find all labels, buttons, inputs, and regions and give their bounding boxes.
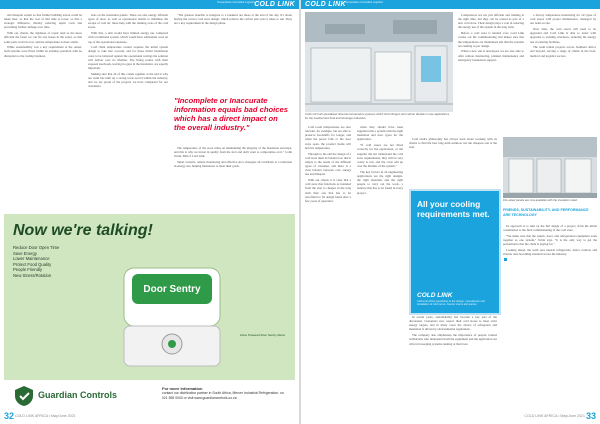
- feature-item: Protect Food Quality: [13, 261, 52, 267]
- section-subheading: FRIENDS, SUSTAINABILITY, AND PERFORMANCE ARE TECHNOLOGY: [503, 208, 589, 217]
- paragraph: a factory temperature monitoring for all types of cold stores with proper maintenance, managed by our team on site.: [530, 13, 596, 26]
- article-column-3-bottom: [174, 146, 292, 210]
- advert-feature-list: [13, 245, 59, 279]
- promo-subtext: Cold Link Africa specialises in the design, manufacture and installation of cold rooms, freezer rooms and panels.: [417, 299, 485, 306]
- paragraph: "We make sure that the panels, doors and refrigeration equipment work together as one system," Tobin says. "It is the only way to get the performance that the client is paying for.": [503, 233, 597, 247]
- header-logo: COLD LINK: [254, 1, 295, 8]
- promo-logo: COLD LINK: [417, 292, 453, 299]
- page-number: 33: [585, 411, 596, 421]
- feature-item: New Stress/Rotation: [13, 272, 52, 278]
- cold-link-promo-box: [409, 189, 501, 315]
- paragraph: With our clients it is clear that a cold store that functions as intended from the start is cheaper in the long term than one that has to be retrofitted to fix design faults after a few years of operation.: [305, 178, 351, 203]
- paragraph: With our clients, the rigidness of repair tend as the more efficient the faster we can fix any issues in the event, so that some parts won't be lost, and the temperature is more stable.: [4, 31, 82, 44]
- paragraph: Cold chain temperature control requires the initial system design to take into account, and for those initial installation costs to be balanced against the operational savings the solution will deliver over its lifetime. The fixing points with their exposed steelwork, leaving no gaps in the insulation, are equally important.: [88, 45, 168, 71]
- pull-quote: "Incomplete or Inaccurate information equals bad choices which has a direct impact on the overall industry.": [174, 96, 288, 132]
- feature-item: Save Energy: [13, 250, 37, 256]
- paragraph: and disrepair earlier so that further building action could be taken later, so that the cost of that time is lower, so that a strategic difference, thereby reducing repair costs and preventing further damage over time.: [4, 13, 82, 30]
- paragraph: While sustainability was a key requirement at the outset, both systems were fitted within an existing operation with no disruption to the trading business.: [4, 45, 82, 58]
- feature-item: Reduce Door Open Time: [13, 245, 60, 250]
- paragraph: Making sure that all of this comes together at the end is why our team has built up a strong track record within the industry, and we are proud of the projects we have completed for our customers.: [88, 71, 168, 89]
- article-column-5: [409, 315, 497, 409]
- page-folio: [4, 411, 76, 421]
- paragraph: Looking ahead, the team sees natural refrigerants, better controls and smarter data becoming standard across the industry.: [503, 247, 597, 257]
- article-column-1: [4, 13, 82, 209]
- advert-bubble-text: Voice Powered Door Sentry Alerts: [239, 333, 285, 337]
- page-header: [0, 0, 299, 9]
- advert-headline: Now we're talking!: [13, 222, 153, 239]
- advert-cta-body: contact our distribution partner in South Africa, Mercer Industrial Refrigeration, on 021 555 0000 or visit www.guardiancontrols.co.za: [162, 391, 284, 400]
- cold-store-photo: [305, 12, 453, 112]
- paragraph: "If cold stores are not fitted correctly for the application, or the supplier did not understand the cold store requirements, they will be very costly to run, and the costs add up over the lifetime of the system.": [357, 143, 403, 168]
- guardian-controls-advert: [4, 214, 295, 414]
- paragraph: The team builds projects across Southern Africa and beyond, serving a range of clients in the food, medical and logistics sectors.: [530, 45, 596, 58]
- paragraph: Over time, the cold stores will need to be upgraded and Cold Link is able to assist with upgrades to existing structures, reducing the energy use of existing facilities.: [530, 27, 596, 44]
- promo-headline: All your cooling requirements met.: [417, 199, 490, 219]
- article-column-2: [357, 125, 403, 409]
- panel-photo: [503, 137, 597, 198]
- folio-text: COLD LINK AFRICA • May/June 2021: [524, 414, 585, 418]
- header-tagline: Temperature Controlled Logistics: [345, 1, 383, 4]
- advert-cta-heading: For more information: [162, 386, 203, 391]
- article-column-6: [503, 224, 597, 410]
- paragraph: With this, a unit would have limited energy use compared with a traditional system, which would have substantial costs on top of the operational expenses.: [88, 31, 168, 44]
- photo-caption: Cold Link built specialised ultra-low temperature systems which hold nitrogen and carbon dioxide in new applications for the medical and food and beverage industries.: [305, 112, 450, 120]
- header-tagline: Temperature Controlled Logistics: [217, 1, 255, 4]
- paragraph: When a new site is developed, we are also able to offer remote monitoring, planned maintenance and emergency breakdown support.: [458, 49, 524, 62]
- paragraph: The key factors in all engineering applications are the right designs, the right materials and the right people to carry out the work, a balance that has to be found in every project.: [357, 169, 403, 195]
- paragraph: sites on the insulation panels. There are also energy efficient types of door, as well as operational details to minimise the escape of cold air; these help with the running costs of the cold stores.: [88, 13, 168, 30]
- feature-item: Lower Maintenance: [13, 256, 50, 262]
- paragraph: Cold room temperatures are also relevant, for example, but are able to preserve foodstuffs for longer, and when the power fails or the door stays open, the product inside will hold its temperature.: [305, 125, 351, 150]
- right-page: [301, 0, 600, 424]
- advert-footer: [4, 380, 295, 414]
- article-column-3: [458, 13, 524, 133]
- article-column-3-top: [174, 13, 292, 93]
- paragraph: "The greatest benefits to integrate to a business are those at the end of the day. It's about having the correct cold store design, which reduces the carbon and costs it takes to run. They are a key requirement in the design phase.: [174, 13, 292, 26]
- page-header: [301, 0, 600, 9]
- article-column-1: [305, 125, 351, 409]
- door-sentry-device-image: [114, 254, 230, 374]
- paragraph: Cold Link's philosophy has always been about working with its clients to find the best long-term solution, not the cheapest one at the start.: [409, 137, 497, 150]
- paragraph: Smart controls, remote monitoring and effective door strategies all contribute to a reduction in energy use, helping businesses to meet their goals.: [174, 160, 292, 169]
- left-page: [0, 0, 299, 424]
- panel-photo-caption: Fire-rated panels are now available with the insulation rated.: [503, 198, 578, 202]
- article-column-2: [88, 13, 168, 209]
- article-column-mid: [409, 137, 497, 185]
- paragraph: Its approach is to take on the full design of a project, from the initial consultation to the final commissioning of the cold store.: [503, 224, 597, 233]
- paragraph: In recent years, sustainability has become a key part of the discussion. Customers now expect their cold stores to meet strict energy targets, and in many cases the choice of refrigerant and insulation is driven by environmental regulations.: [409, 315, 497, 332]
- paragraph: Compressors are not just efficient and running at the right time, but they can be reused as part of a new cold store. Their design plays a role in reducing the energy use of the system in the long term.: [458, 13, 524, 30]
- guardian-logo-icon: [13, 385, 35, 407]
- header-logo: COLD LINK: [305, 1, 346, 8]
- article-column-4: [530, 13, 596, 133]
- door-sentry-label: Door Sentry: [143, 284, 201, 295]
- page-folio: [524, 411, 596, 421]
- paragraph: Through to the end the design of a cold store must be balanced so that it adapts to the needs of the different types of customer, and there is a clear balance between cost, energy use and lifespan.: [305, 151, 351, 177]
- article-end-mark: [504, 258, 507, 261]
- advert-contact-block: [162, 387, 290, 400]
- folio-text: COLD LINK AFRICA • May/June 2021: [15, 414, 76, 418]
- paragraph: Before a cold store is handed over, Cold Link carries out the commissioning and makes sure that the temperatures are maintained and that the systems are running as per design.: [458, 31, 524, 48]
- feature-item: People Friendly: [13, 267, 43, 273]
- advert-brand-name: Guardian Controls: [38, 390, 118, 400]
- paragraph: when they should have been supplied with a system with the right insulation and door types for the application.: [357, 125, 403, 142]
- paragraph: The temperature of the store relies on maintaining the integrity of the insulation envelope, and this is why we invest in quality from the start and don't want to compromise on it." Colin Tobin, MD of Cold Link.: [174, 146, 292, 159]
- paragraph: The company also emphasises the importance of people: trained technicians who understand both the equipment and the application are critical in keeping systems running at their best.: [409, 333, 497, 346]
- page-number: 32: [4, 411, 15, 421]
